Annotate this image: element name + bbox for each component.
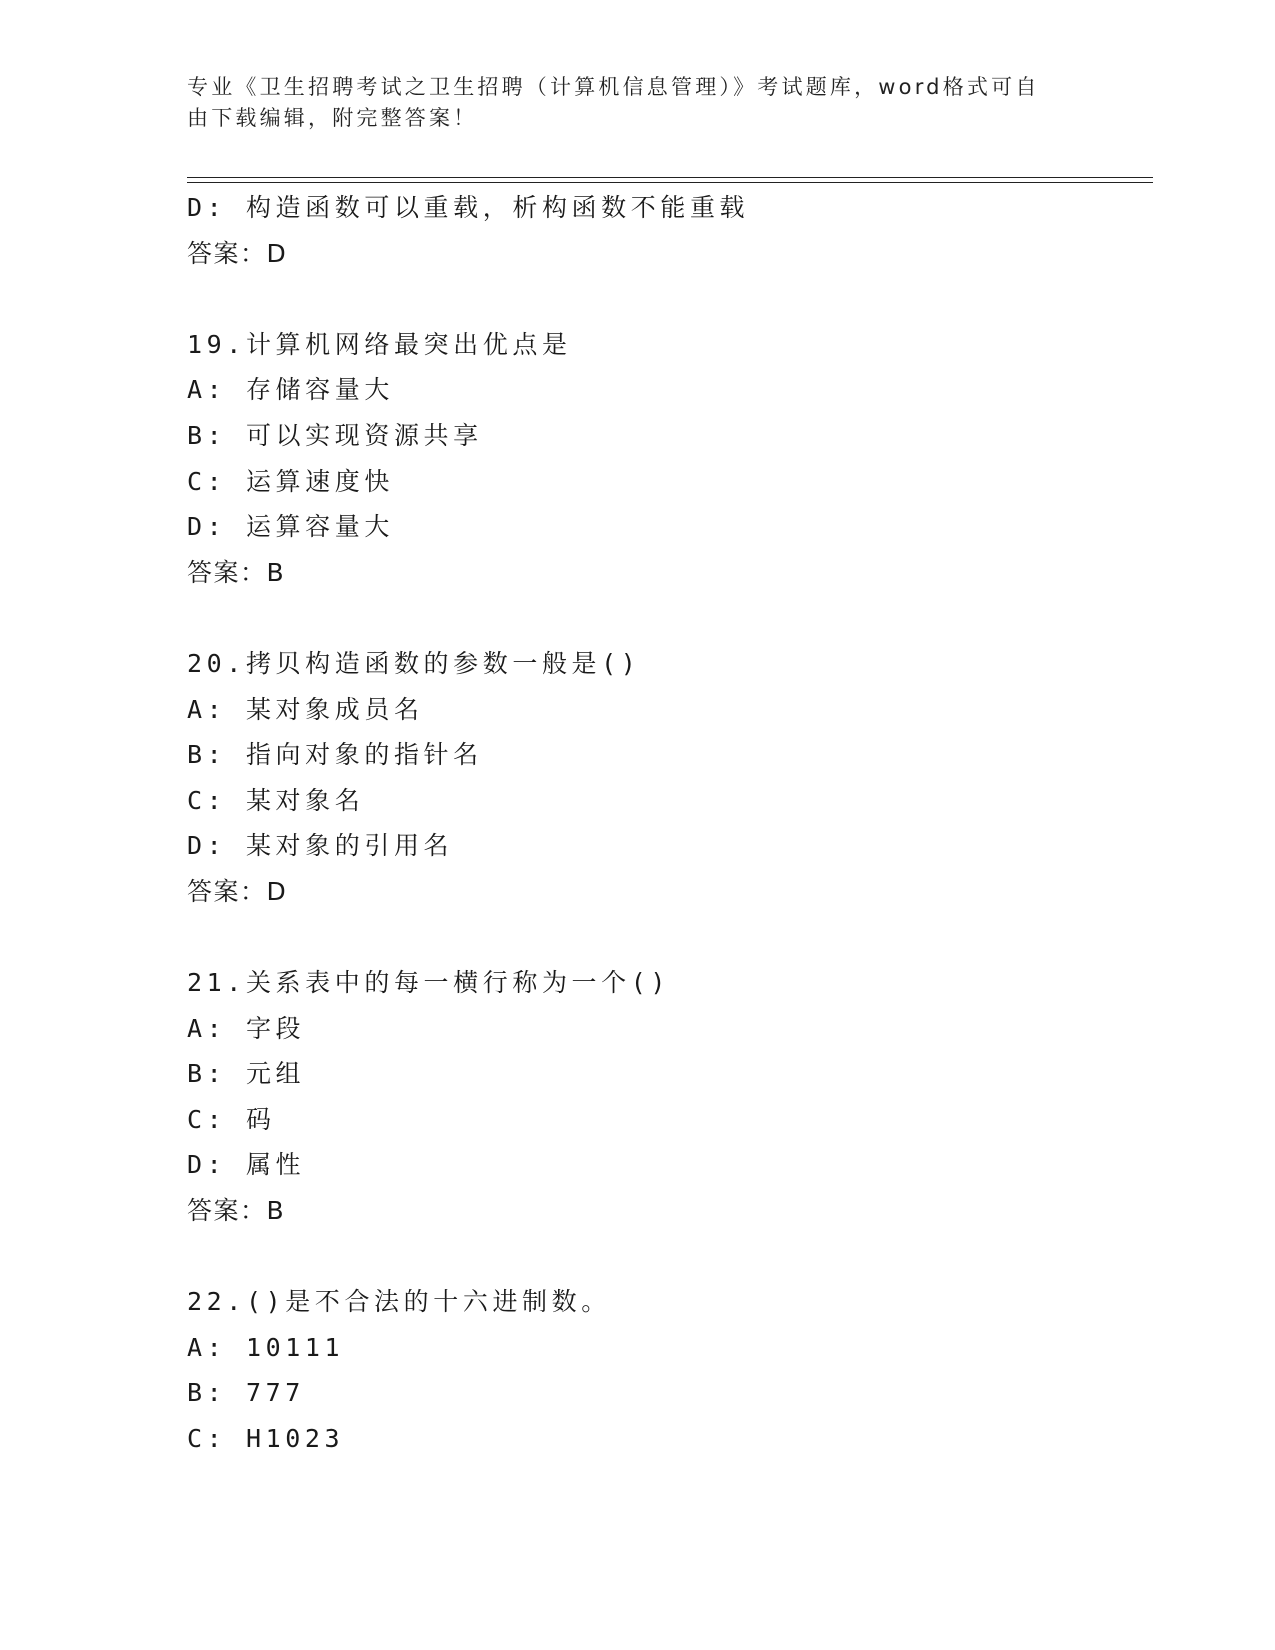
option-b: B: 指向对象的指针名 xyxy=(187,740,483,770)
option-b: B: 777 xyxy=(187,1378,305,1408)
question-text: 22.()是不合法的十六进制数。 xyxy=(187,1287,611,1317)
answer-line: 答案：B xyxy=(187,1196,286,1226)
option-c: C: 码 xyxy=(187,1104,276,1134)
spacer xyxy=(187,915,1147,961)
header-line-2: 由下载编辑，附完整答案！ xyxy=(187,106,478,130)
option-b: B: 可以实现资源共享 xyxy=(187,420,483,450)
option-a: A: 10111 xyxy=(187,1332,345,1362)
option-c: C: H1023 xyxy=(187,1424,345,1454)
option-d: D: 某对象的引用名 xyxy=(187,831,454,861)
question-list xyxy=(187,185,1147,1462)
option-d: D: 属性 xyxy=(187,1150,306,1180)
document-header xyxy=(187,72,1077,134)
option-a: A: 某对象成员名 xyxy=(187,694,424,724)
question-22 xyxy=(187,1279,1147,1461)
header-divider-top xyxy=(187,177,1153,178)
option-c: C: 运算速度快 xyxy=(187,466,394,496)
question-18-tail xyxy=(187,185,1147,276)
spacer xyxy=(187,276,1147,322)
question-text: 20.拷贝构造函数的参数一般是() xyxy=(187,648,641,678)
answer-line: 答案：D xyxy=(187,876,288,906)
question-text: 19.计算机网络最突出优点是 xyxy=(187,329,572,359)
option-a: A: 字段 xyxy=(187,1013,306,1043)
question-19 xyxy=(187,322,1147,596)
option-d: D: 运算容量大 xyxy=(187,512,394,542)
spacer xyxy=(187,595,1147,641)
header-divider-bottom xyxy=(187,182,1153,183)
option-c: C: 某对象名 xyxy=(187,785,365,815)
option-a: A: 存储容量大 xyxy=(187,375,394,405)
question-21 xyxy=(187,960,1147,1234)
option-d: D: 构造函数可以重载，析构函数不能重载 xyxy=(187,193,750,222)
header-line-1: 专业《卫生招聘考试之卫生招聘（计算机信息管理）》考试题库，word格式可自 xyxy=(187,75,1040,99)
answer-line: 答案：B xyxy=(187,557,286,587)
question-20 xyxy=(187,641,1147,915)
option-b: B: 元组 xyxy=(187,1059,306,1089)
answer-line: 答案：D xyxy=(187,238,288,268)
spacer xyxy=(187,1234,1147,1280)
question-text: 21.关系表中的每一横行称为一个() xyxy=(187,968,671,998)
